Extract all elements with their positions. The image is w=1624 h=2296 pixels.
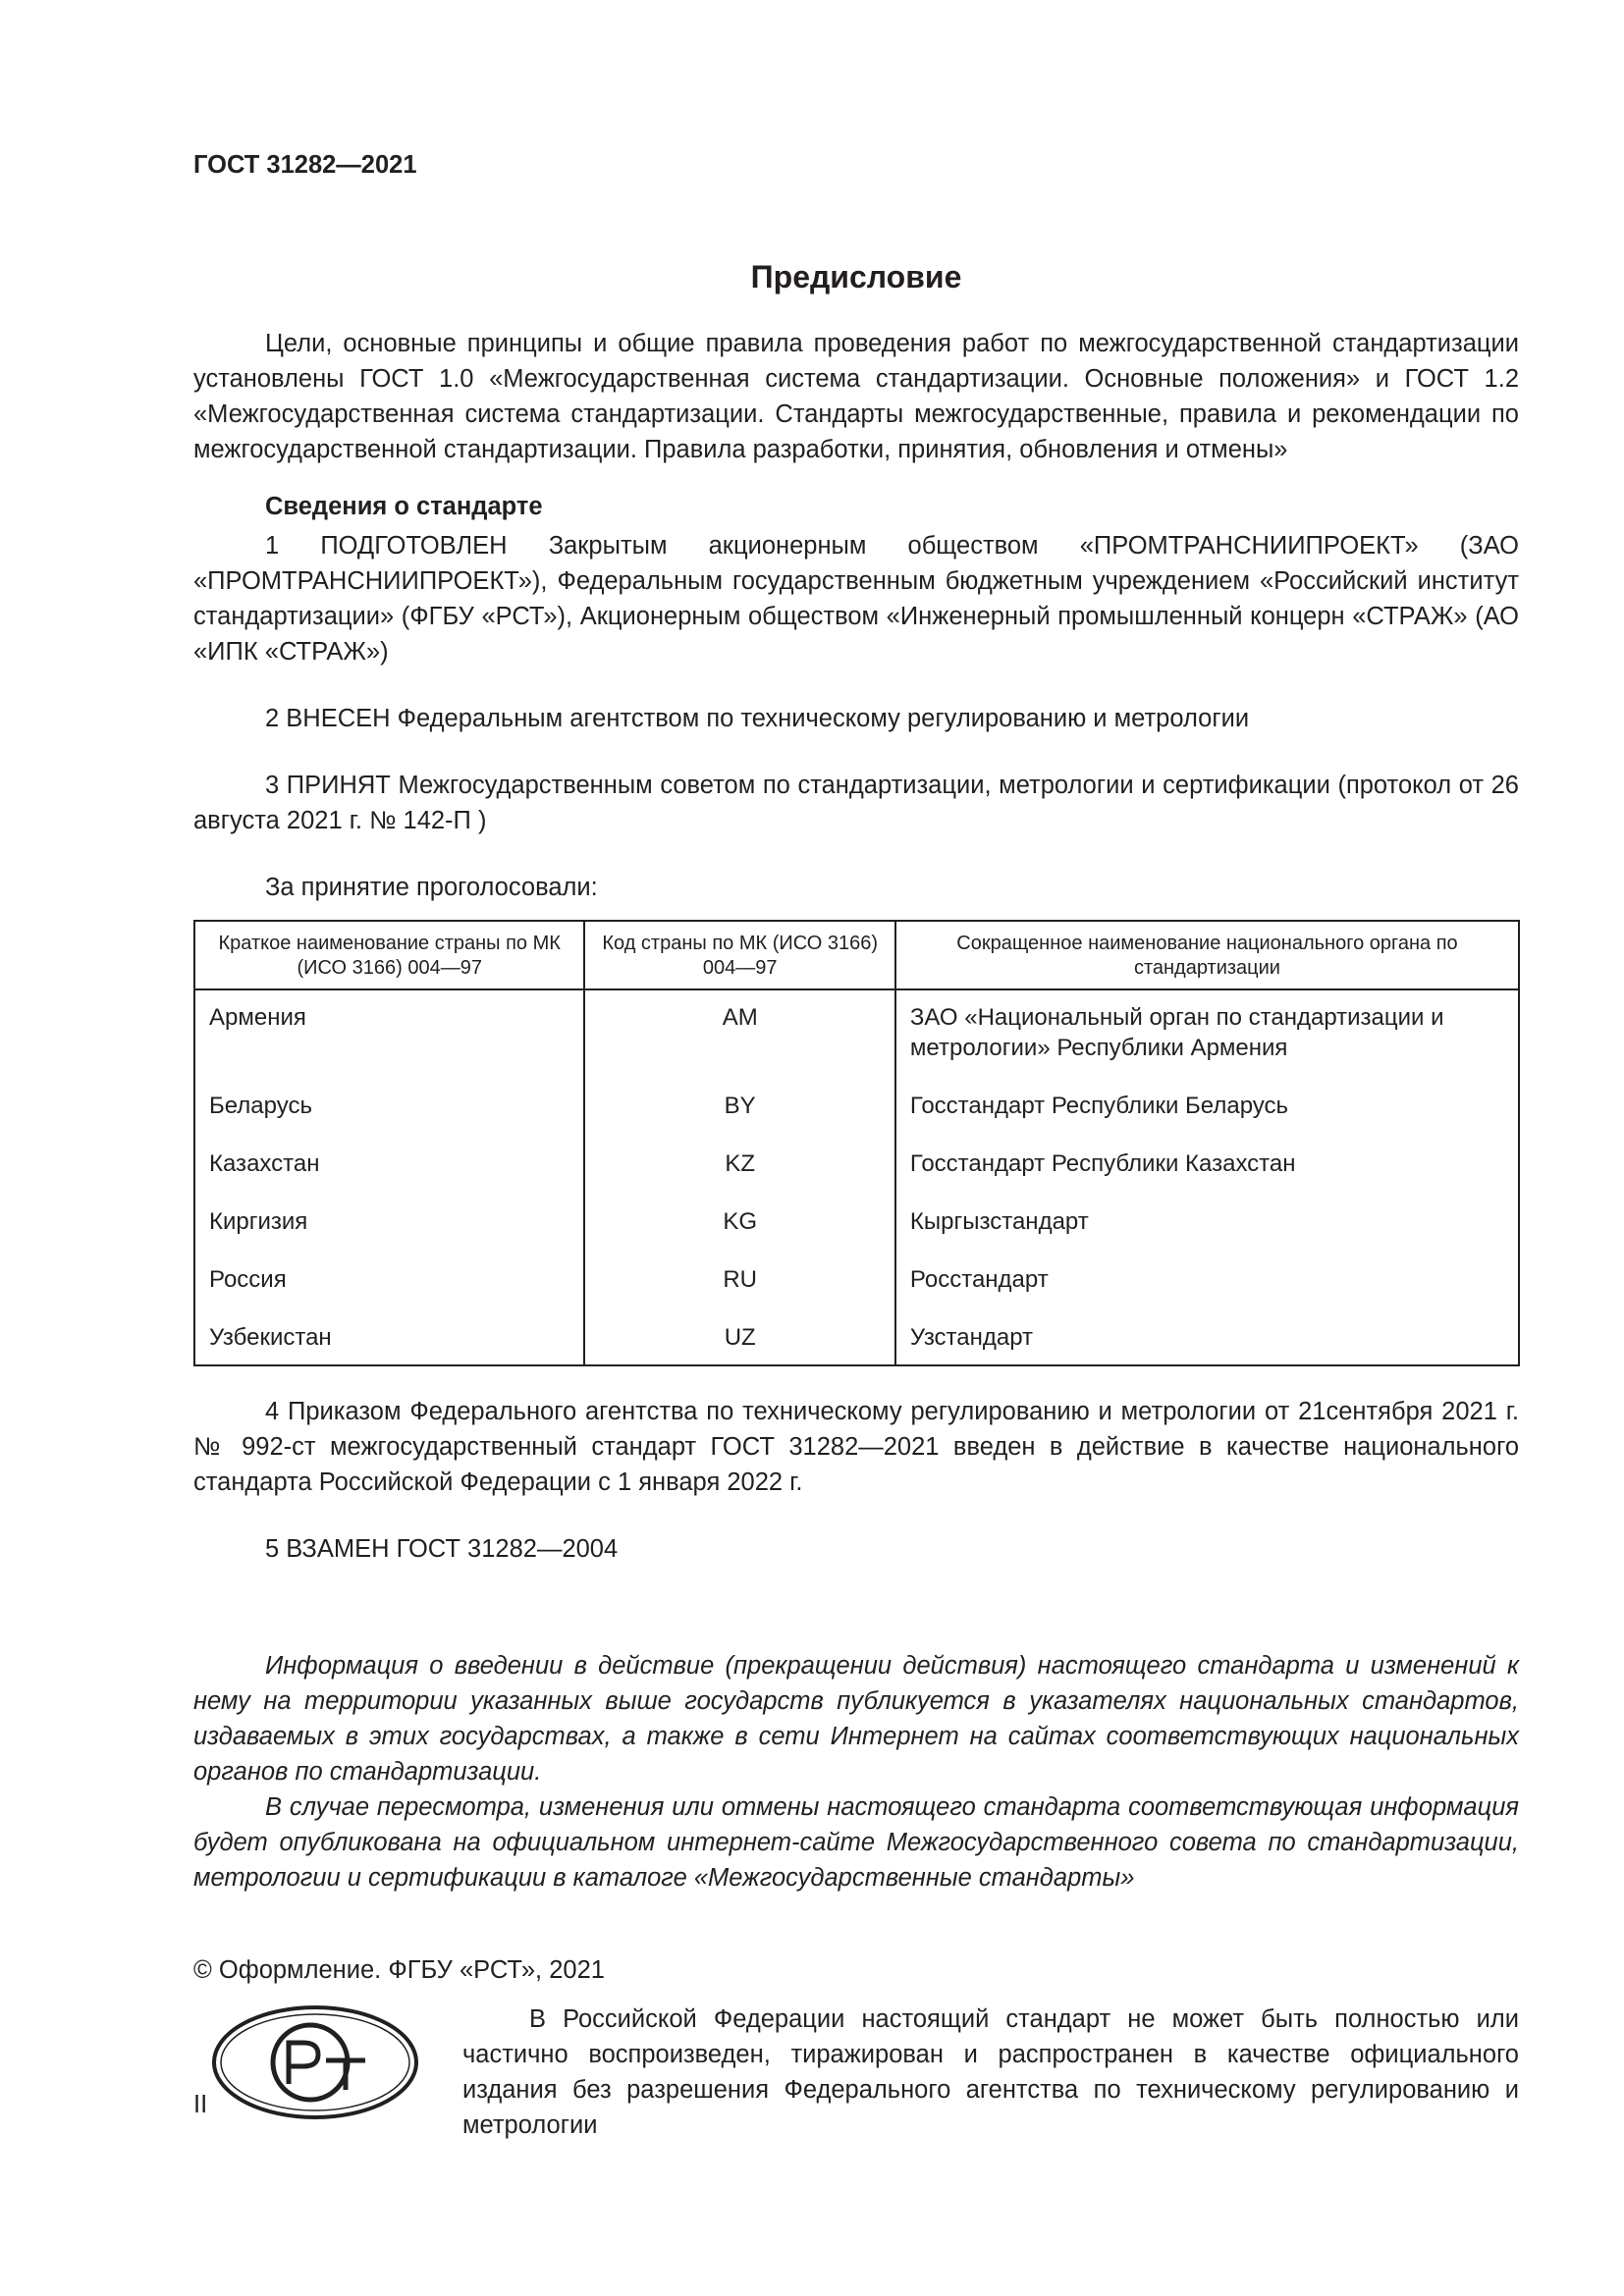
item-introduced: 2 ВНЕСЕН Федеральным агентством по техническому регулированию и метрологии	[265, 705, 1250, 732]
column-header-code: Код страны по МК (ИСО 3166) 004—97	[584, 921, 894, 989]
page-number: II	[193, 2091, 208, 2118]
standards-body-cell: ЗАО «Национальный орган по стандартизации и метрологии» Республики Армения	[895, 989, 1519, 1082]
table-row	[194, 1313, 1519, 1365]
code-cell: UZ	[584, 1313, 894, 1365]
info-note-paragraph: Информация о введении в действие (прекращении действия) настоящего стандарта и изменений к нему на территории указанных выше государств публикуется в указателях национальных стандартов, издаваемых в этих государствах, а также в сети Интернет на сайтах соответствующих национальных органов по стандартизации.	[193, 1652, 1519, 1786]
rights-notice: В Российской Федерации настоящий стандарт не может быть полностью или частично воспроизведен, тиражирован и распространен в качестве официального издания без разрешения Федерального агентства по техническому регулированию и метрологии	[462, 2005, 1519, 2139]
item-adopted: 3 ПРИНЯТ Межгосударственным советом по стандартизации, метрологии и сертификации (протокол от 26 августа 2021 г. № 142-П )	[193, 772, 1519, 834]
column-header-body: Сокращенное наименование национального органа по стандартизации	[895, 921, 1519, 989]
table-row	[194, 1082, 1519, 1140]
voted-label: За принятие проголосовали:	[265, 874, 598, 901]
table-row	[194, 1255, 1519, 1313]
country-cell: Киргизия	[194, 1198, 584, 1255]
column-header-country: Краткое наименование страны по МК (ИСО 3166) 004—97	[194, 921, 584, 989]
code-cell: KG	[584, 1198, 894, 1255]
item-replaces: 5 ВЗАМЕН ГОСТ 31282—2004	[265, 1535, 619, 1563]
table-header-row	[194, 921, 1519, 989]
table-row	[194, 1198, 1519, 1255]
standards-body-cell: Узстандарт	[895, 1313, 1519, 1365]
code-cell: BY	[584, 1082, 894, 1140]
standards-body-cell: Росстандарт	[895, 1255, 1519, 1313]
standards-body-cell: Госстандарт Республики Беларусь	[895, 1082, 1519, 1140]
country-cell: Беларусь	[194, 1082, 584, 1140]
item-enacted: 4 Приказом Федерального агентства по техническому регулированию и метрологии от 21сентября 2021 г. № 992-ст межгосударственный стандарт ГОСТ 31282—2021 введен в действие в качестве национального стандарта Российской Федерации с 1 января 2022 г.	[193, 1398, 1519, 1496]
voting-table	[193, 920, 1520, 1366]
table-row	[194, 989, 1519, 1082]
table-row	[194, 1140, 1519, 1198]
country-cell: Узбекистан	[194, 1313, 584, 1365]
rights-block	[193, 2002, 1519, 2149]
intro-paragraph: Цели, основные принципы и общие правила проведения работ по межгосударственной стандартизации установлены ГОСТ 1.0 «Межгосударственная система стандартизации. Основные положения» и ГОСТ 1.2 «Межгосударственная система стандартизации. Стандарты межгосударственные, правила и рекомендации по межгосударственной стандартизации. Правила разработки, принятия, обновления и отмены»	[193, 330, 1519, 463]
standard-info-heading: Сведения о стандарте	[265, 493, 543, 520]
country-cell: Армения	[194, 989, 584, 1082]
code-cell: RU	[584, 1255, 894, 1313]
code-cell: KZ	[584, 1140, 894, 1198]
rst-certification-mark-icon	[210, 2003, 420, 2121]
standards-body-cell: Госстандарт Республики Казахстан	[895, 1140, 1519, 1198]
country-cell: Россия	[194, 1255, 584, 1313]
country-cell: Казахстан	[194, 1140, 584, 1198]
item-prepared: 1 ПОДГОТОВЛЕН Закрытым акционерным обществом «ПРОМТРАНСНИИПРОЕКТ» (ЗАО «ПРОМТРАНСНИИПРОЕКТ»), Федеральным государственным бюджетным учреждением «Российский институт стандартизации» (ФГБУ «РСТ»), Акционерным обществом «Инженерный промышленный концерн «СТРАЖ» (АО «ИПК «СТРАЖ»)	[193, 532, 1519, 666]
document-page	[193, 147, 1519, 2149]
standards-body-cell: Кыргызстандарт	[895, 1198, 1519, 1255]
copyright-line: © Оформление. ФГБУ «РСТ», 2021	[193, 1956, 605, 1984]
page-title: Предисловие	[750, 259, 962, 294]
revision-note-paragraph: В случае пересмотра, изменения или отмены настоящего стандарта соответствующая информация будет опубликована на официальном интернет-сайте Межгосударственного совета по стандартизации, метрологии и сертификации в каталоге «Межгосударственные стандарты»	[193, 1793, 1519, 1892]
code-cell: AM	[584, 989, 894, 1082]
document-header: ГОСТ 31282—2021	[193, 151, 417, 179]
